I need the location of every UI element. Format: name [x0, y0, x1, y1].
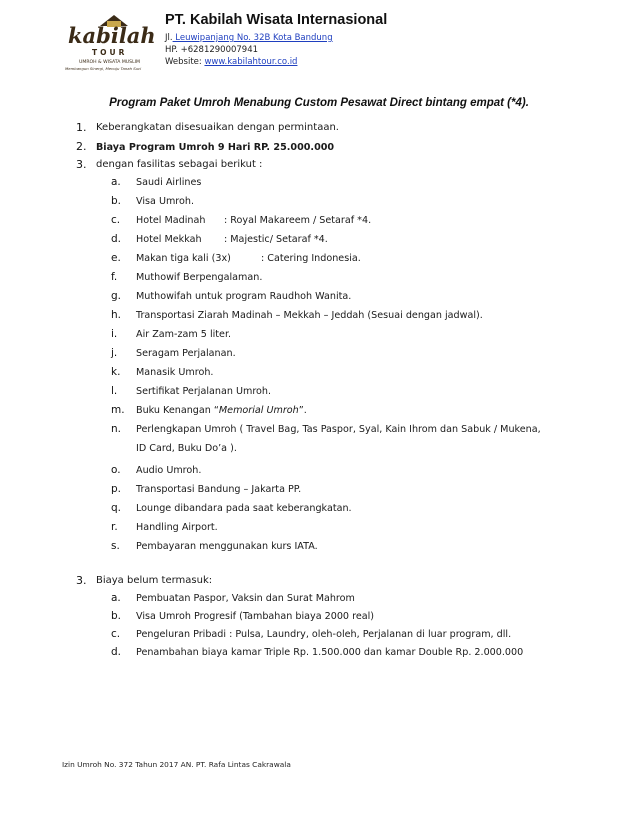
excluded-heading: Biaya belum termasuk:: [96, 575, 213, 586]
item-number: 1.: [76, 121, 87, 134]
document-title: Program Paket Umroh Menabung Custom Pesawat Direct bintang empat (*4).: [109, 97, 529, 109]
facility-text: Transportasi Ziarah Madinah – Mekkah – Jeddah (Sesuai dengan jadwal).: [136, 310, 483, 321]
address-link[interactable]: Leuwipanjang No. 32B Kota Bandung: [172, 33, 333, 43]
facility-text: Muthowif Berpengalaman.: [136, 272, 263, 283]
facility-text: Muthowifah untuk program Raudhoh Wanita.: [136, 291, 352, 302]
facility-value: : Majestic/ Setaraf *4.: [224, 234, 328, 245]
facility-letter: s.: [111, 540, 120, 552]
facility-letter: f.: [111, 271, 118, 283]
facility-text-post: ”.: [298, 405, 307, 416]
item-number: 2.: [76, 140, 87, 153]
facility-text: Perlengkapan Umroh ( Travel Bag, Tas Paspor, Syal, Kain Ihrom dan Sabuk / Mukena,: [136, 424, 541, 435]
license-footer: Izin Umroh No. 372 Tahun 2017 AN. PT. Rafa Lintas Cakrawala: [62, 760, 291, 769]
facility-letter: m.: [111, 404, 125, 416]
facility-text: Seragam Perjalanan.: [136, 348, 236, 359]
facility-text: Audio Umroh.: [136, 465, 202, 476]
excluded-text: Pembuatan Paspor, Vaksin dan Surat Mahrom: [136, 593, 355, 604]
facility-value: : Royal Makareem / Setaraf *4.: [224, 215, 372, 226]
facility-value: : Catering Indonesia.: [261, 253, 361, 264]
facility-text: Transportasi Bandung – Jakarta PP.: [136, 484, 302, 495]
facility-letter: j.: [111, 347, 118, 359]
facility-letter: k.: [111, 366, 121, 378]
facility-text: Sertifikat Perjalanan Umroh.: [136, 386, 272, 397]
logo-line1: UMROH & WISATA MUSLIM: [79, 60, 140, 65]
company-name: PT. Kabilah Wisata Internasional: [165, 12, 388, 28]
website-line: [165, 56, 387, 68]
facility-souvenir-book: [136, 405, 307, 416]
facility-letter: o.: [111, 464, 121, 476]
company-logo: [62, 12, 162, 74]
facility-letter: q.: [111, 502, 122, 514]
facility-text: Pembayaran menggunakan kurs IATA.: [136, 541, 318, 552]
facility-hotel-mekkah: [136, 234, 328, 245]
website-link[interactable]: www.kabilahtour.co.id: [204, 57, 298, 67]
facility-letter: e.: [111, 252, 121, 264]
facility-text: Air Zam-zam 5 liter.: [136, 329, 232, 340]
excluded-letter: a.: [111, 592, 121, 604]
facility-text-continued: ID Card, Buku Do’a ).: [136, 443, 237, 454]
item-number: 3.: [76, 158, 87, 171]
logo-wordmark: kabilah: [68, 23, 156, 48]
logo-graphic: [62, 12, 162, 74]
facility-letter: i.: [111, 328, 118, 340]
facility-letter: p.: [111, 483, 122, 495]
facility-text: Lounge dibandara pada saat keberangkatan.: [136, 503, 352, 514]
facility-text: Visa Umroh.: [136, 196, 195, 207]
company-header: [165, 12, 387, 68]
item-text: dengan fasilitas sebagai berikut :: [96, 159, 263, 170]
excluded-letter: b.: [111, 610, 122, 622]
item-text-price: Biaya Program Umroh 9 Hari RP. 25.000.000: [96, 142, 335, 153]
facility-key: Hotel Madinah: [136, 215, 206, 226]
facility-letter: r.: [111, 521, 118, 533]
facility-text: Saudi Airlines: [136, 177, 202, 188]
facility-key: Makan tiga kali (3x): [136, 253, 231, 264]
facility-letter: g.: [111, 290, 122, 302]
facility-letter: a.: [111, 176, 121, 188]
facility-text: Manasik Umroh.: [136, 367, 214, 378]
logo-sub: TOUR: [92, 48, 128, 57]
facility-letter: n.: [111, 423, 121, 435]
excluded-text: Penambahan biaya kamar Triple Rp. 1.500.000 dan kamar Double Rp. 2.000.000: [136, 647, 524, 658]
facility-hotel-madinah: [136, 215, 371, 226]
facility-key: Hotel Mekkah: [136, 234, 202, 245]
phone-line: HP. +6281290007941: [165, 45, 259, 55]
excluded-text: Pengeluran Pribadi : Pulsa, Laundry, oleh-oleh, Perjalanan di luar program, dll.: [136, 629, 512, 640]
item-text: Keberangkatan disesuaikan dengan permintaan.: [96, 122, 339, 133]
facility-letter: b.: [111, 195, 122, 207]
logo-tagline: Membangun Sinergi, Menuju Tanah Suci: [65, 66, 142, 71]
facility-letter: h.: [111, 309, 121, 321]
excluded-letter: c.: [111, 628, 121, 640]
excluded-text: Visa Umroh Progresif (Tambahan biaya 2000 real): [136, 611, 375, 622]
website-label: Website:: [165, 57, 205, 67]
address-line: [165, 32, 387, 44]
facility-letter: l.: [111, 385, 118, 397]
facility-letter: d.: [111, 233, 122, 245]
facility-letter: c.: [111, 214, 121, 226]
facility-text-pre: Buku Kenangan “: [136, 405, 219, 416]
facility-meals: [136, 253, 361, 264]
address-prefix: Jl.: [165, 33, 173, 43]
facility-text: Handling Airport.: [136, 522, 218, 533]
facility-text-emphasis: Memorial Umroh: [218, 405, 299, 416]
excluded-letter: d.: [111, 646, 122, 658]
excluded-number: 3.: [76, 574, 87, 587]
